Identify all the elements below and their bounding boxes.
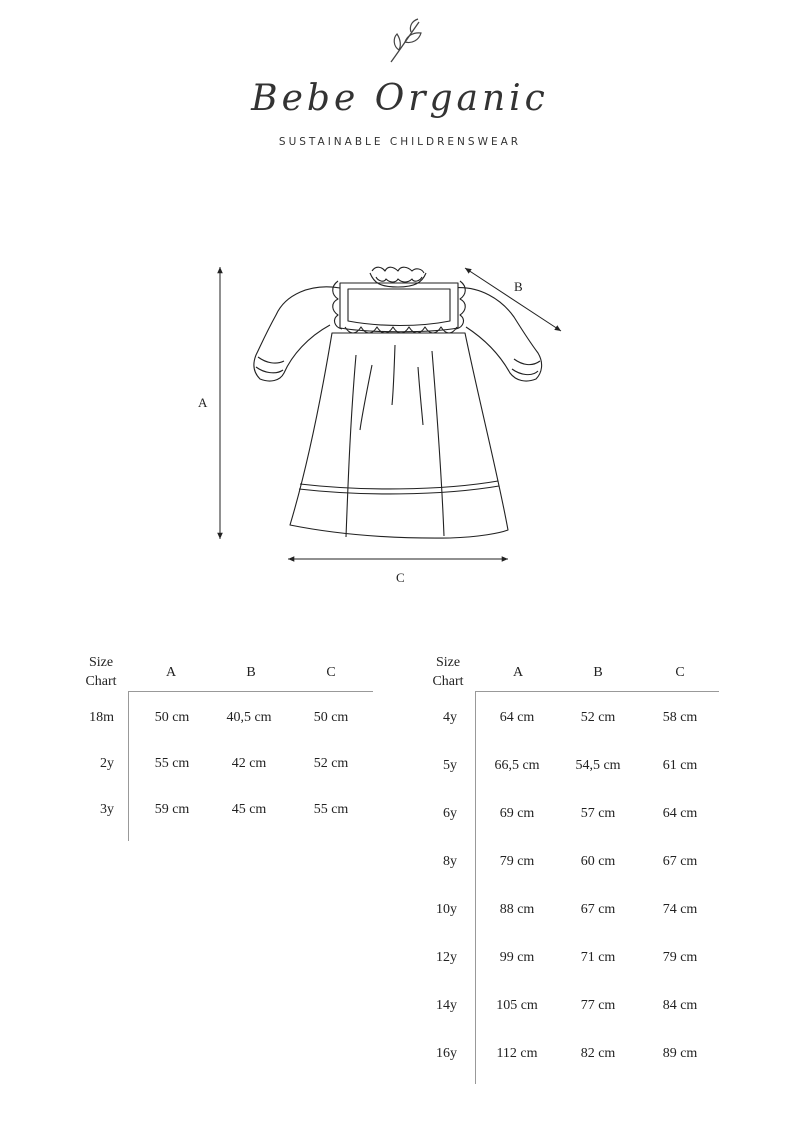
row-size-label: 5y [443, 758, 457, 773]
cell-a: 59 cm [154, 802, 190, 817]
row-size-label: 3y [100, 802, 114, 817]
cell-b: 82 cm [580, 1046, 616, 1061]
brand-name: Bebe Organic [251, 78, 549, 119]
cell-a: 112 cm [496, 1046, 538, 1061]
dimension-a-label: A [198, 395, 208, 410]
table-header-a: A [165, 665, 177, 680]
cell-c: 58 cm [662, 710, 698, 725]
row-size-label: 4y [443, 710, 457, 725]
leaf-sprig-icon [385, 16, 425, 66]
cell-c: 89 cm [662, 1046, 698, 1061]
table-column-divider [128, 691, 129, 841]
cell-a: 69 cm [499, 806, 535, 821]
dimension-b-arrow [465, 268, 561, 331]
cell-c: 50 cm [313, 710, 349, 725]
cell-a: 88 cm [499, 902, 535, 917]
table-header-c: C [326, 665, 336, 680]
row-size-label: 6y [443, 806, 457, 821]
cell-a: 64 cm [499, 710, 535, 725]
table-header-c: C [675, 665, 685, 680]
cell-a: 50 cm [154, 710, 190, 725]
cell-a: 105 cm [496, 998, 538, 1013]
table-header-divider [475, 691, 719, 692]
table-column-divider [475, 691, 476, 1084]
cell-b: 57 cm [580, 806, 616, 821]
brand-header [0, 0, 800, 170]
cell-c: 52 cm [313, 756, 349, 771]
row-size-label: 14y [436, 998, 457, 1013]
cell-a: 79 cm [499, 854, 535, 869]
table-header-b: B [246, 665, 256, 680]
table-header-a: A [512, 665, 524, 680]
cell-b: 45 cm [231, 802, 267, 817]
cell-a: 99 cm [499, 950, 535, 965]
cell-c: 67 cm [662, 854, 698, 869]
cell-c: 84 cm [662, 998, 698, 1013]
cell-c: 79 cm [662, 950, 698, 965]
table-header-b: B [593, 665, 603, 680]
dimension-c-label: C [396, 570, 405, 585]
row-size-label: 2y [100, 756, 114, 771]
row-size-label: 10y [436, 902, 457, 917]
table-header-size-chart: Size Chart [432, 655, 464, 689]
size-table-small [70, 650, 380, 850]
cell-a: 66,5 cm [494, 758, 540, 773]
dress-measurement-diagram [180, 255, 600, 595]
size-table-large [417, 650, 727, 1090]
row-size-label: 8y [443, 854, 457, 869]
cell-c: 61 cm [662, 758, 698, 773]
row-size-label: 16y [436, 1046, 457, 1061]
table-header-divider [128, 691, 373, 692]
cell-b: 60 cm [580, 854, 616, 869]
cell-b: 71 cm [580, 950, 616, 965]
cell-b: 54,5 cm [575, 758, 621, 773]
cell-b: 52 cm [580, 710, 616, 725]
cell-b: 42 cm [231, 756, 267, 771]
dress-illustration [254, 267, 542, 538]
table-header-size-chart: Size Chart [85, 655, 117, 689]
cell-b: 40,5 cm [226, 710, 272, 725]
row-size-label: 12y [436, 950, 457, 965]
cell-c: 64 cm [662, 806, 698, 821]
brand-tagline: SUSTAINABLE CHILDRENSWEAR [278, 136, 522, 148]
cell-a: 55 cm [154, 756, 190, 771]
dimension-b-label: B [514, 279, 523, 294]
row-size-label: 18m [89, 710, 114, 725]
cell-c: 74 cm [662, 902, 698, 917]
cell-b: 77 cm [580, 998, 616, 1013]
cell-c: 55 cm [313, 802, 349, 817]
cell-b: 67 cm [580, 902, 616, 917]
